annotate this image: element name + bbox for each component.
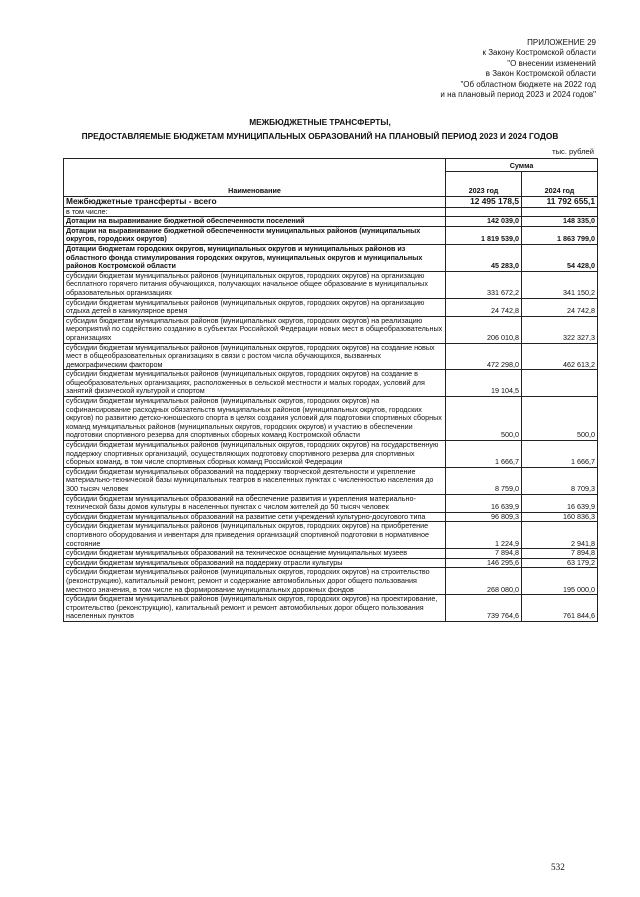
row-value-2024: 8 709,3 bbox=[522, 467, 598, 494]
header-line: "Об областном бюджете на 2022 год bbox=[460, 79, 596, 89]
row-value-2023: 146 295,6 bbox=[446, 558, 522, 568]
units-label: тыс. рублей bbox=[552, 147, 594, 156]
row-value-2023: 206 010,8 bbox=[446, 316, 522, 343]
row-name: Дотации на выравнивание бюджетной обеспеченности поселений bbox=[64, 217, 446, 227]
row-name: Дотации на выравнивание бюджетной обеспеченности муниципальных районов (муниципальных округов, городских округов) bbox=[64, 226, 446, 244]
row-name: субсидии бюджетам муниципальных образований на обеспечение развития и укрепления материально-технической базы домов культуры в населенных пунктах с числом жителей до 50 тысяч человек bbox=[64, 494, 446, 512]
row-name: в том числе: bbox=[64, 207, 446, 217]
row-value-2024: 500,0 bbox=[522, 397, 598, 441]
row-value-2024 bbox=[522, 370, 598, 397]
row-value-2024: 322 327,3 bbox=[522, 316, 598, 343]
row-value-2023: 1 224,9 bbox=[446, 522, 522, 549]
row-value-2024: 2 941,8 bbox=[522, 522, 598, 549]
table-row bbox=[64, 217, 598, 227]
header-line: ПРИЛОЖЕНИЕ 29 bbox=[527, 38, 596, 47]
row-value-2024: 24 742,8 bbox=[522, 298, 598, 316]
row-name: субсидии бюджетам муниципальных образований на поддержку отрасли культуры bbox=[64, 558, 446, 568]
table-row bbox=[64, 316, 598, 343]
appendix-header bbox=[440, 38, 596, 100]
row-value-2023: 19 104,5 bbox=[446, 370, 522, 397]
row-value-2024: 11 792 655,1 bbox=[522, 197, 598, 208]
row-value-2024: 1 666,7 bbox=[522, 441, 598, 468]
row-value-2024: 462 613,2 bbox=[522, 343, 598, 370]
row-name: субсидии бюджетам муниципальных образований на техническое оснащение муниципальных музеев bbox=[64, 549, 446, 559]
header-line: в Закон Костромской области bbox=[485, 69, 596, 79]
document-title bbox=[40, 116, 600, 143]
row-value-2024: 195 000,0 bbox=[522, 568, 598, 595]
row-value-2024: 16 639,9 bbox=[522, 494, 598, 512]
table-row bbox=[64, 568, 598, 595]
row-name: субсидии бюджетам муниципальных районов (муниципальных округов, городских округов) на организацию отдыха детей в каникулярное время bbox=[64, 298, 446, 316]
table-row bbox=[64, 494, 598, 512]
column-header-name: Наименование bbox=[64, 159, 446, 197]
row-value-2023: 96 809,3 bbox=[446, 512, 522, 522]
table-row bbox=[64, 441, 598, 468]
row-name: субсидии бюджетам муниципальных районов (муниципальных округов, городских округов) на строительство (реконструкцию), капитальный ремонт, ремонт и содержание автомобильных дорог общего пользования местного значения, в том числе на формирование муниципальных дорожных фондов bbox=[64, 568, 446, 595]
row-name: субсидии бюджетам муниципальных районов (муниципальных округов, городских округов) на создание в общеобразовательных организациях, расположенных в сельской местности и малых городах, условий для занятий физической культурой и спортом bbox=[64, 370, 446, 397]
table-row bbox=[64, 522, 598, 549]
row-value-2024: 148 335,0 bbox=[522, 217, 598, 227]
table-row bbox=[64, 271, 598, 298]
row-value-2024: 160 836,3 bbox=[522, 512, 598, 522]
row-value-2024: 1 863 799,0 bbox=[522, 226, 598, 244]
row-value-2024: 341 150,2 bbox=[522, 271, 598, 298]
row-value-2023: 45 283,0 bbox=[446, 244, 522, 271]
row-name: субсидии бюджетам муниципальных районов (муниципальных округов, городских округов) на реализацию мероприятий по содействию созданию в субъектах Российской Федерации новых мест в общеобразовательных организациях bbox=[64, 316, 446, 343]
row-name: субсидии бюджетам муниципальных районов (муниципальных округов, городских округов) на софинансирование расходных обязательств муниципальных районов (муниципальных округов, городских округов) по развитию детско-юношеского спорта в целях создания условий для подготовки спортивных сборных команд муниципальных районов (муниципальных округов, городских округов) и участию в обеспечении подготовки спортивного резерва для спортивных сборных команд Костромской области bbox=[64, 397, 446, 441]
row-name: Межбюджетные трансферты - всего bbox=[64, 197, 446, 208]
row-value-2024: 761 844,6 bbox=[522, 595, 598, 622]
row-value-2023: 24 742,8 bbox=[446, 298, 522, 316]
table-row-total bbox=[64, 197, 598, 208]
row-name: Дотации бюджетам городских округов, муниципальных округов и муниципальных районов из областного фонда стимулирования городских округов, муниципальных округов и муниципальных районов Костромской области bbox=[64, 244, 446, 271]
table-row bbox=[64, 397, 598, 441]
row-value-2023: 1 819 539,0 bbox=[446, 226, 522, 244]
row-value-2023: 268 080,0 bbox=[446, 568, 522, 595]
page-number: 532 bbox=[551, 862, 565, 872]
row-name: субсидии бюджетам муниципальных образований на поддержку творческой деятельности и укрепление материально-технической базы муниципальных театров в населенных пунктах с численностью населения до 300 тысяч человек bbox=[64, 467, 446, 494]
table-row bbox=[64, 226, 598, 244]
row-name: субсидии бюджетам муниципальных районов (муниципальных округов, городских округов) на создание новых мест в общеобразовательных организациях в связи с ростом числа обучающихся, вызванных демографическим фактором bbox=[64, 343, 446, 370]
table-row bbox=[64, 343, 598, 370]
row-value-2023: 142 039,0 bbox=[446, 217, 522, 227]
row-value-2024: 54 428,0 bbox=[522, 244, 598, 271]
table-row bbox=[64, 549, 598, 559]
row-name: субсидии бюджетам муниципальных районов (муниципальных округов, городских округов) на проектирование, строительство (реконструкцию), капитальный ремонт и ремонт автомобильных дорог общего пользования населенных пунктов bbox=[64, 595, 446, 622]
header-line: к Закону Костромской области bbox=[482, 48, 596, 58]
row-value-2023: 739 764,6 bbox=[446, 595, 522, 622]
row-name: субсидии бюджетам муниципальных районов (муниципальных округов, городских округов) на приобретение спортивного оборудования и инвентаря для приведения организаций спортивной подготовки в нормативное состояние bbox=[64, 522, 446, 549]
table-row bbox=[64, 467, 598, 494]
header-line: и на плановый период 2023 и 2024 годов" bbox=[440, 90, 596, 100]
table-row bbox=[64, 595, 598, 622]
row-value-2024: 7 894,8 bbox=[522, 549, 598, 559]
header-line: "О внесении изменений bbox=[507, 58, 596, 68]
column-header-sum: Сумма bbox=[446, 159, 598, 172]
table-row bbox=[64, 298, 598, 316]
row-value-2023: 12 495 178,5 bbox=[446, 197, 522, 208]
row-value-2023: 331 672,2 bbox=[446, 271, 522, 298]
row-value-2023: 8 759,0 bbox=[446, 467, 522, 494]
column-header-2023: 2023 год bbox=[446, 172, 522, 197]
column-header-2024: 2024 год bbox=[522, 172, 598, 197]
title-line-2: ПРЕДОСТАВЛЯЕМЫЕ БЮДЖЕТАМ МУНИЦИПАЛЬНЫХ ОБРАЗОВАНИЙ НА ПЛАНОВЫЙ ПЕРИОД 2023 И 2024 ГОДОВ bbox=[81, 130, 559, 141]
title-line-1: МЕЖБЮДЖЕТНЫЕ ТРАНСФЕРТЫ, bbox=[249, 117, 391, 127]
row-value-2023: 500,0 bbox=[446, 397, 522, 441]
row-name: субсидии бюджетам муниципальных образований на развитие сети учреждений культурно-досугового типа bbox=[64, 512, 446, 522]
transfers-table bbox=[63, 158, 598, 622]
row-name: субсидии бюджетам муниципальных районов (муниципальных округов, городских округов) на государственную поддержку спортивных организаций, осуществляющих подготовку спортивного резерва для спортивных сборных команд, в том числе спортивных сборных команд Российской Федерации bbox=[64, 441, 446, 468]
table-row bbox=[64, 370, 598, 397]
row-value-2023: 1 666,7 bbox=[446, 441, 522, 468]
table-row bbox=[64, 244, 598, 271]
row-value-2024: 63 179,2 bbox=[522, 558, 598, 568]
row-value-2023: 472 298,0 bbox=[446, 343, 522, 370]
row-value-2023: 16 639,9 bbox=[446, 494, 522, 512]
row-value-2023: 7 894,8 bbox=[446, 549, 522, 559]
row-name: субсидии бюджетам муниципальных районов (муниципальных округов, городских округов) на организацию бесплатного горячего питания обучающихся, получающих начальное общее образование в муниципальных образовательных организациях bbox=[64, 271, 446, 298]
